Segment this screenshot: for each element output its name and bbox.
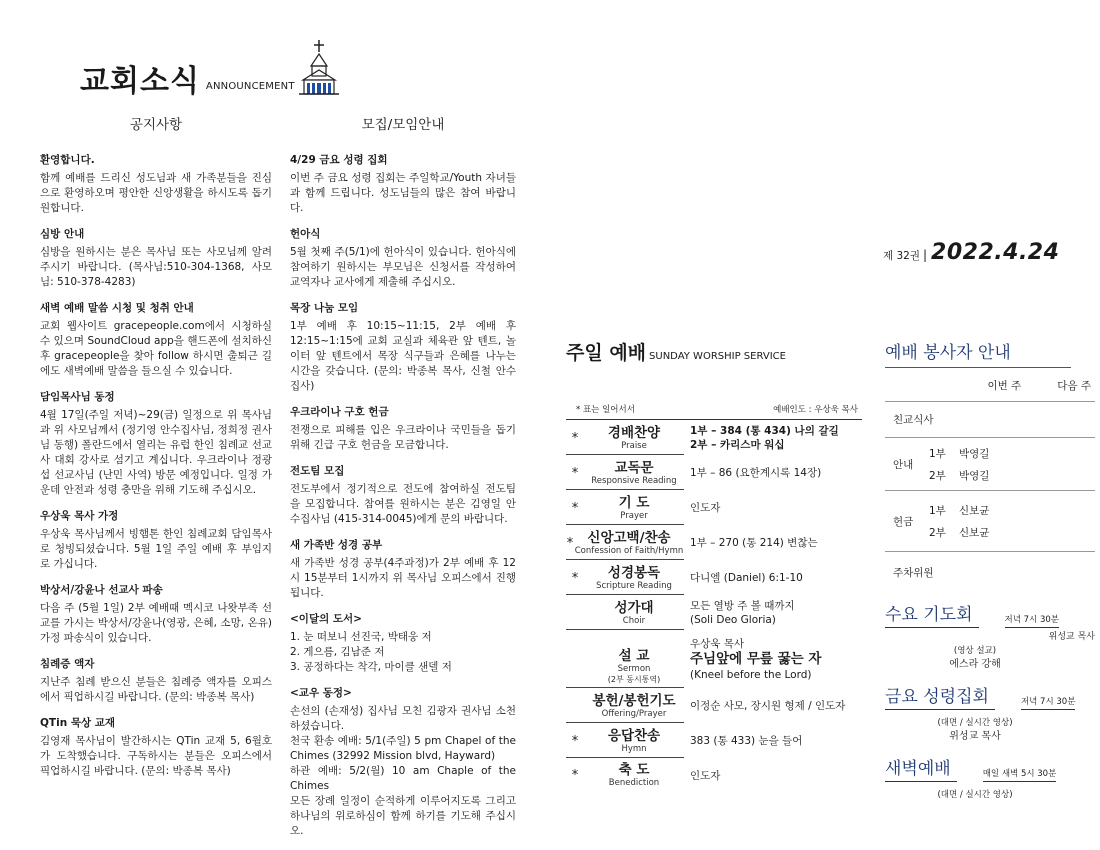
meeting-title: 수요 기도회 — [885, 600, 979, 628]
notice-title: 새벽 예배 말씀 시청 및 청취 안내 — [40, 302, 194, 314]
bulletin-header — [80, 40, 339, 100]
stand-mark: * — [571, 571, 579, 586]
fellowship-label: 친교식사 — [893, 414, 934, 426]
worship-row — [566, 630, 862, 688]
gathering-body: 손선의 (손재성) 집사님 모친 김광자 권사님 소천하셨습니다. 천국 환송 예배: 5/1(주일) 5 pm Chapel of the Chimes (32992 Mission blvd, Hayward) 하관 예배: 5/2(월) 10 am Chaple of the Chimes 모든 장례 일정이 순적하게 이루어지도록 그리고 하나님의 위로하심이 함께 하기를 기도해 주십시오. — [290, 705, 516, 837]
issue-date: 2022.4.24 — [931, 240, 1060, 265]
offering-row — [929, 521, 989, 543]
sermon-title-en: (Kneel before the Lord) — [690, 668, 812, 681]
worship-row — [566, 688, 862, 723]
order-name: 성경봉독 — [607, 565, 661, 581]
stand-mark: * — [571, 768, 579, 783]
gathering-item — [290, 464, 516, 527]
notice-body: 우상욱 목사님께서 빙햄톤 한인 침례교회 담임목사로 청빙되셨습니다. 5월 1일 주일 예배 후 부임지로 가십니다. — [40, 528, 272, 570]
gatherings-heading: 모집/모임안내 — [361, 117, 445, 133]
order-name-en: Confession of Faith/Hymn — [574, 546, 684, 556]
interpretation-note: (2부 동시통역) — [607, 675, 661, 684]
notice-body: 지난주 침례 받으신 분들은 침례증 액자를 오피스에서 픽업하시길 바랍니다. (문의: 박종복 목사) — [40, 676, 272, 703]
order-name-en: Sermon — [617, 664, 651, 674]
notice-item — [40, 716, 272, 779]
issue-volume: 제 32권 — [883, 250, 920, 262]
worship-row — [566, 525, 862, 560]
gathering-body: 새 가족반 성경 공부(4주과정)가 2부 예배 후 12시 15분부터 1시까지 위 목사님 오피스에서 진행됩니다. — [290, 557, 516, 599]
notices-column — [40, 118, 272, 790]
notice-item — [40, 153, 272, 216]
order-name: 기 도 — [618, 495, 650, 511]
order-detail: 모든 열방 주 볼 때까지 — [690, 599, 795, 612]
notice-title: 담임목사님 동정 — [40, 391, 115, 403]
worship-title-en: SUNDAY WORSHIP SERVICE — [649, 351, 786, 362]
order-detail: 인도자 — [690, 769, 721, 782]
order-detail: 인도자 — [690, 501, 721, 514]
issue-separator: | — [923, 248, 928, 262]
gatherings-column — [290, 118, 516, 850]
page-subtitle: ANNOUNCEMENT — [205, 81, 295, 92]
preacher: 우상욱 목사 — [690, 637, 745, 650]
order-name: 봉헌/봉헌기도 — [592, 693, 676, 709]
order-detail: 2부 – 카리스마 워십 — [690, 438, 785, 451]
order-name-en: Benediction — [608, 778, 660, 788]
meeting-title: 금요 성령집회 — [885, 682, 995, 710]
meeting-dawn — [885, 754, 1095, 802]
parking-row — [885, 552, 1095, 592]
guide-group — [885, 438, 1095, 491]
notice-body: 김영재 목사님이 발간하시는 QTin 교재 5, 6월호가 도착했습니다. 구독하시는 분들은 오피스에서 픽업하시길 바랍니다. (문의: 박종복 목사) — [40, 735, 272, 777]
order-name: 교독문 — [614, 460, 654, 476]
this-week-label: 이번 주 — [987, 380, 1022, 392]
gathering-body: 5월 첫째 주(5/1)에 헌아식이 있습니다. 헌아식에 참여하기 원하시는 부모님은 신청서를 작성하여 교역자나 교사에게 제출해 주십시오. — [290, 246, 516, 288]
server-name: 박영길 — [959, 447, 990, 460]
meeting-wednesday — [885, 600, 1095, 672]
notice-title: 우상욱 목사 가정 — [40, 510, 119, 522]
order-detail: 이정순 사모, 장시원 형제 / 인도자 — [690, 699, 846, 712]
notice-title: QTin 묵상 교재 — [40, 717, 116, 729]
order-detail: 1부 – 270 (통 214) 변찮는 — [690, 536, 818, 549]
notices-heading: 공지사항 — [129, 117, 183, 133]
stand-mark: * — [571, 501, 579, 516]
notice-title: 심방 안내 — [40, 228, 85, 240]
service-number: 1부 — [929, 504, 946, 517]
gathering-item — [290, 686, 516, 839]
worship-leader: 예배인도 : 우상욱 목사 — [773, 405, 858, 415]
offering-label: 헌금 — [893, 515, 914, 528]
gathering-title: 전도팀 모집 — [290, 465, 345, 477]
notice-body: 함께 예배를 드리신 성도님과 새 가족분들을 진심으로 환영하오며 평안한 신앙생활을 하시도록 돕기 원합니다. — [40, 172, 272, 214]
gathering-body: 전도부에서 정기적으로 전도에 참여하실 전도팀을 모집합니다. 참여를 원하시는 분은 김영일 안수집사님 (415-314-0045)에게 문의 바랍니다. — [290, 483, 516, 525]
notice-title: 침례증 액자 — [40, 658, 95, 670]
worship-row — [566, 595, 862, 630]
parking-label: 주차위원 — [893, 566, 934, 579]
gathering-title: <교우 동정> — [290, 687, 352, 699]
servers-panel — [885, 338, 1095, 802]
gathering-item — [290, 538, 516, 601]
worship-row — [566, 560, 862, 595]
order-name: 축 도 — [618, 762, 650, 778]
worship-row — [566, 490, 862, 525]
notice-body: 교회 웹사이트 gracepeople.com에서 시청하실 수 있으며 SoundCloud app을 핸드폰에 설치하신 후 gracepeople을 찾아 follow 하시면 출퇴근 길에도 새벽예배 말씀을 들으실 수 있습니다. — [40, 320, 272, 377]
notice-item — [40, 301, 272, 379]
meeting-time: 저녁 7시 30분 — [1021, 695, 1075, 710]
guide-label: 안내 — [893, 458, 914, 471]
sermon-title: 주님앞에 무릎 꿇는 자 — [690, 650, 822, 667]
worship-row — [566, 723, 862, 758]
gathering-body: 이번 주 금요 성령 집회는 주일학교/Youth 자녀들과 함께 드립니다. 성도님들의 많은 참여 바랍니다. — [290, 172, 516, 214]
order-detail: (Soli Deo Gloria) — [690, 613, 776, 626]
notice-body: 4월 17일(주일 저녁)~29(금) 일정으로 위 목사님과 위 사모님께서 (정기영 안수집사님, 정희정 권사님 동행) 폴란드에서 열리는 유럽 한인 침례교 선교사 대회 강사로 섬기고 계십니다. 우크라이나 정광섭 선교사님 (난민 사역) 방문 예정입니다. 일정 가운데 안전과 성령 충만을 위해 기도해 주십시오. — [40, 409, 272, 496]
notice-item — [40, 390, 272, 498]
server-name: 신보균 — [959, 504, 990, 517]
order-name: 성가대 — [614, 600, 654, 616]
meeting-time: 저녁 7시 30분 — [1005, 613, 1059, 628]
guide-row — [929, 464, 989, 486]
worship-title — [566, 338, 862, 365]
meeting-detail: 에스라 강해 — [949, 659, 1001, 670]
church-icon — [299, 40, 339, 100]
order-name-en: Prayer — [620, 511, 648, 521]
server-name: 박영길 — [959, 469, 990, 482]
meeting-time: 매일 새벽 5시 30분 — [983, 767, 1057, 782]
order-name: 설 교 — [618, 648, 650, 664]
meeting-title: 새벽예배 — [885, 754, 957, 782]
notice-item — [40, 657, 272, 705]
gathering-body: 전쟁으로 피해를 입은 우크라이나 국민들을 돕기 위해 긴급 구호 헌금을 모금합니다. — [290, 424, 516, 451]
worship-row — [566, 455, 862, 490]
servers-header — [885, 368, 1095, 402]
gathering-title: 우크라이나 구호 헌금 — [290, 406, 389, 418]
gathering-title: 목장 나눔 모임 — [290, 302, 359, 314]
next-week-label: 다음 주 — [1057, 380, 1091, 392]
order-detail: 1부 – 384 (통 434) 나의 갈길 — [690, 424, 839, 437]
gathering-item — [290, 301, 516, 394]
offering-group — [885, 491, 1095, 552]
guide-row — [929, 442, 989, 464]
notice-item — [40, 583, 272, 646]
gathering-body: 1. 눈 떠보니 선진국, 박태웅 저 2. 게으름, 김남준 저 3. 공정하다는 착각, 마이클 샌델 저 — [290, 631, 452, 673]
server-name: 신보균 — [959, 526, 990, 539]
gathering-title: 4/29 금요 성령 집회 — [290, 154, 388, 166]
worship-title-ko: 주일 예배 — [566, 342, 647, 364]
notice-body: 심방을 원하시는 분은 목사님 또는 사모님께 알려 주시기 바랍니다. (목사님:510-304-1368, 사모님: 510-378-4283) — [40, 246, 272, 288]
stand-mark: * — [571, 431, 579, 446]
order-name-en: Choir — [622, 616, 646, 626]
order-name-en: Scripture Reading — [596, 581, 672, 591]
meeting-preacher: 위성교 목사 — [1048, 632, 1095, 642]
notice-body: 다음 주 (5월 1일) 2부 예배때 멕시코 나왓부족 선교를 가시는 박상서/강윤나(영광, 은혜, 소망, 온유) 가정 파송식이 있습니다. — [40, 602, 272, 644]
stand-mark: * — [571, 734, 579, 749]
order-name-en: Praise — [621, 441, 647, 451]
order-detail: 다니엘 (Daniel) 6:1-10 — [690, 571, 803, 584]
stand-mark: * — [571, 466, 579, 481]
order-name: 신앙고백/찬송 — [587, 530, 671, 546]
page-title: 교회소식 — [80, 64, 200, 99]
offering-row — [929, 499, 989, 521]
worship-meta — [566, 403, 862, 420]
gathering-item — [290, 612, 516, 675]
meeting-friday — [885, 682, 1095, 744]
gathering-item — [290, 405, 516, 453]
worship-order — [566, 338, 862, 793]
meeting-mode: (영상 설교) — [953, 646, 997, 656]
order-name: 경배찬양 — [607, 425, 661, 441]
meeting-detail: 위성교 목사 — [949, 731, 1001, 742]
notice-title: 환영합니다. — [40, 154, 95, 166]
fellowship-row — [885, 402, 1095, 438]
order-detail: 1부 – 86 (요한계시록 14장) — [690, 466, 822, 479]
gathering-body: 1부 예배 후 10:15~11:15, 2부 예배 후 12:15~1:15에 교회 교실과 체육관 앞 텐트, 놀이터 앞 텐트에서 목장 식구들과 은혜를 나누는 시간을 갖습니다. (문의: 박종복 목사, 신철 안수집사) — [290, 320, 516, 392]
issue-info — [883, 240, 1059, 265]
servers-title: 예배 봉사자 안내 — [885, 338, 1071, 368]
gathering-item — [290, 153, 516, 216]
gathering-title: 헌아식 — [290, 228, 321, 240]
gathering-title: 새 가족반 성경 공부 — [290, 539, 383, 551]
stand-mark: * — [566, 536, 574, 551]
stand-note: * 표는 일어서서 — [576, 405, 635, 415]
service-number: 1부 — [929, 447, 946, 460]
meeting-mode: (대면 / 실시간 영상) — [937, 790, 1013, 800]
worship-row — [566, 758, 862, 793]
order-name-en: Offering/Prayer — [601, 709, 667, 719]
notice-item — [40, 227, 272, 290]
meeting-mode: (대면 / 실시간 영상) — [937, 718, 1013, 728]
service-number: 2부 — [929, 469, 946, 482]
gathering-item — [290, 227, 516, 290]
order-name-en: Hymn — [621, 744, 647, 754]
order-name: 응답찬송 — [607, 728, 661, 744]
service-number: 2부 — [929, 526, 946, 539]
gathering-title: <이달의 도서> — [290, 613, 362, 625]
order-name-en: Responsive Reading — [591, 476, 677, 486]
notice-title: 박상서/강윤나 선교사 파송 — [40, 584, 163, 596]
notice-item — [40, 509, 272, 572]
worship-row — [566, 420, 862, 455]
order-detail: 383 (통 433) 눈을 들어 — [690, 734, 803, 747]
